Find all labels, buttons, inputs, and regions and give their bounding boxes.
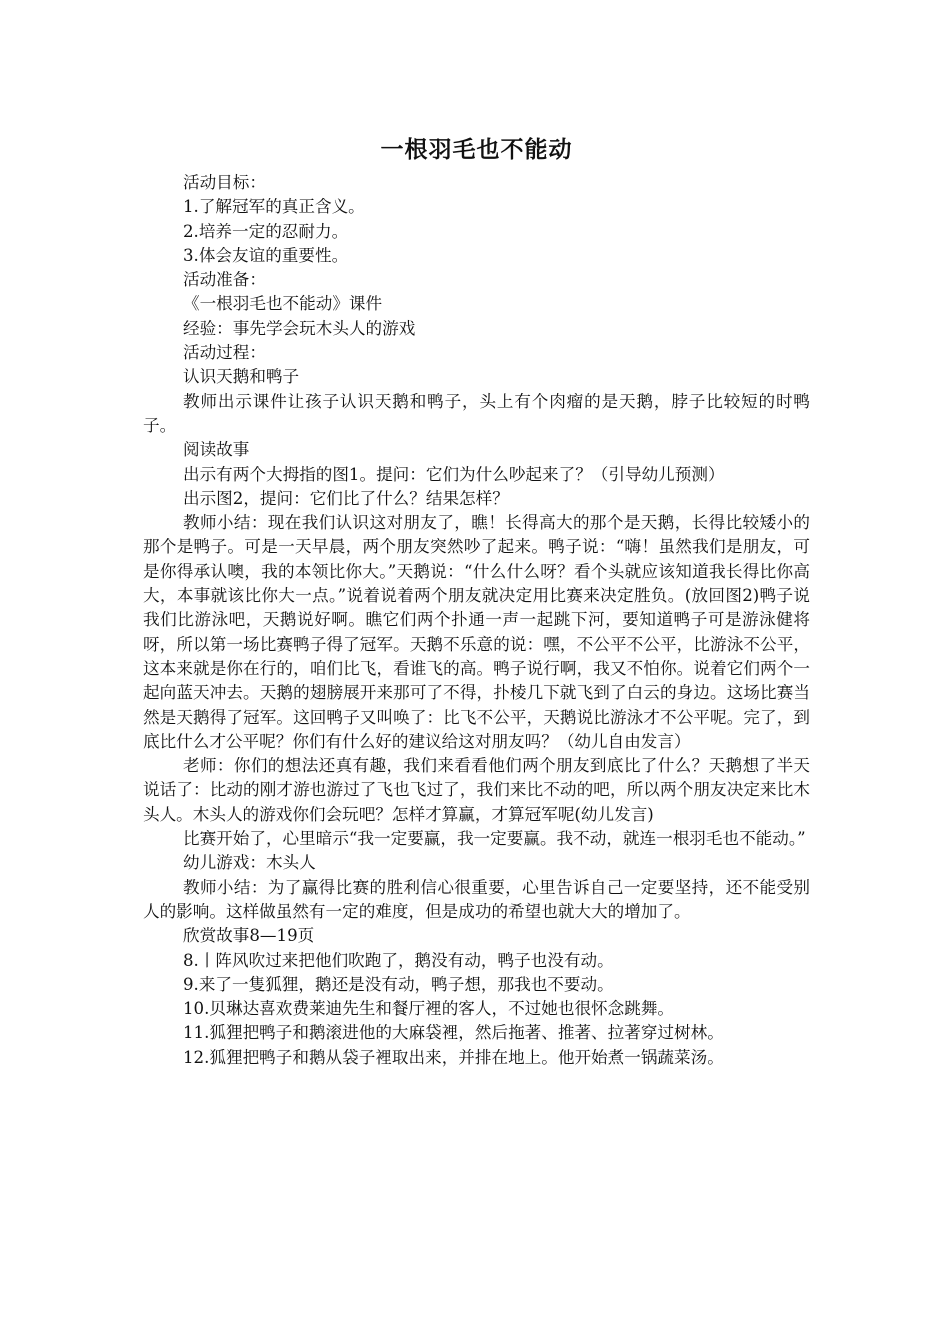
paragraph: 教师小结：现在我们认识这对朋友了，瞧！长得高大的那个是天鹅，长得比较矮小的那个是鸭子。可是一天早晨，两个朋友突然吵了起来。鸭子说：“嗨！虽然我们是朋友，可是你得承认噢，我的本领比你大。”天鹅说：“什么什么呀？看个头就应该知道我长得比你高大，本事就该比你大一点。”说着说着两个朋友就决定用比赛来决定胜负。(放回图2)鸭子说我们比游泳吧，天鹅说好啊。瞧它们两个扑通一声一起跳下河，要知道鸭子可是游泳健将呀，所以第一场比赛鸭子得了冠军。天鹅不乐意的说：嘿，不公平不公平，比游泳不公平，这本来就是你在行的，咱们比飞，看谁飞的高。鸭子说行啊，我又不怕你。说着它们两个一起向蓝天冲去。天鹅的翅膀展开来那可了不得，扑棱几下就飞到了白云的身边。这场比赛当然是天鹅得了冠军。这回鸭子又叫唤了：比飞不公平，天鹅说比游泳才不公平呢。完了，到底比什么才公平呢？你们有什么好的建议给这对朋友吗？（幼儿自由发言）	[143, 513, 810, 751]
paragraph: 9.来了一隻狐狸，鹅还是没有动，鸭子想，那我也不要动。	[183, 974, 614, 994]
paragraph: 3.体会友谊的重要性。	[183, 245, 349, 265]
document-title: 一根羽毛也不能动	[380, 137, 573, 163]
paragraph: 老师：你们的想法还真有趣，我们来看看他们两个朋友到底比了什么？天鹅想了半天说话了：比动的刚才游也游过了飞也飞过了，我们来比不动的吧，所以两个朋友决定来比木头人。木头人的游戏你们会玩吧？怎样才算赢，才算冠军呢(幼儿发言)	[143, 756, 810, 824]
document-page	[143, 133, 810, 1070]
paragraph: 欣赏故事8—19页	[183, 926, 315, 946]
paragraph: 活动过程：	[183, 343, 266, 363]
paragraph: 阅读故事	[183, 440, 250, 460]
paragraph: 出示图2，提问：它们比了什么？结果怎样？	[183, 488, 509, 508]
paragraph: 1.了解冠军的真正含义。	[183, 197, 365, 217]
paragraph: 8.丨阵风吹过来把他们吹跑了，鹅没有动，鸭子也没有动。	[183, 950, 614, 970]
paragraph: 幼儿游戏：木头人	[183, 853, 316, 873]
paragraph: 教师小结：为了赢得比赛的胜利信心很重要，心里告诉自己一定要坚持，还不能受别人的影响。这样做虽然有一定的难度，但是成功的希望也就大大的增加了。	[143, 877, 810, 921]
paragraph: 11.狐狸把鸭子和鹅滚进他的大麻袋裡，然后拖著、推著、拉著穿过树林。	[183, 1023, 724, 1043]
paragraph: 出示有两个大拇指的图1。提问：它们为什么吵起来了？（引导幼儿预测）	[183, 464, 725, 484]
paragraph: 10.贝琳达喜欢费莱迪先生和餐厅裡的客人，不过她也很怀念跳舞。	[183, 999, 675, 1019]
document-body	[143, 171, 810, 1070]
paragraph: 活动准备：	[183, 270, 266, 290]
paragraph: 《一根羽毛也不能动》课件	[183, 294, 383, 314]
paragraph: 经验：事先学会玩木头人的游戏	[183, 318, 416, 338]
paragraph: 活动目标：	[183, 173, 266, 192]
paragraph: 12.狐狸把鸭子和鹅从袋子裡取出来，并排在地上。他开始煮一锅蔬菜汤。	[183, 1047, 724, 1067]
paragraph: 教师出示课件让孩子认识天鹅和鸭子，头上有个肉瘤的是天鹅，脖子比较短的时鸭子。	[143, 391, 810, 435]
paragraph: 比赛开始了，心里暗示“我一定要赢，我一定要赢。我不动，就连一根羽毛也不能动。”	[183, 829, 806, 849]
paragraph: 2.培养一定的忍耐力。	[183, 221, 349, 241]
paragraph: 认识天鹅和鸭子	[183, 367, 300, 387]
